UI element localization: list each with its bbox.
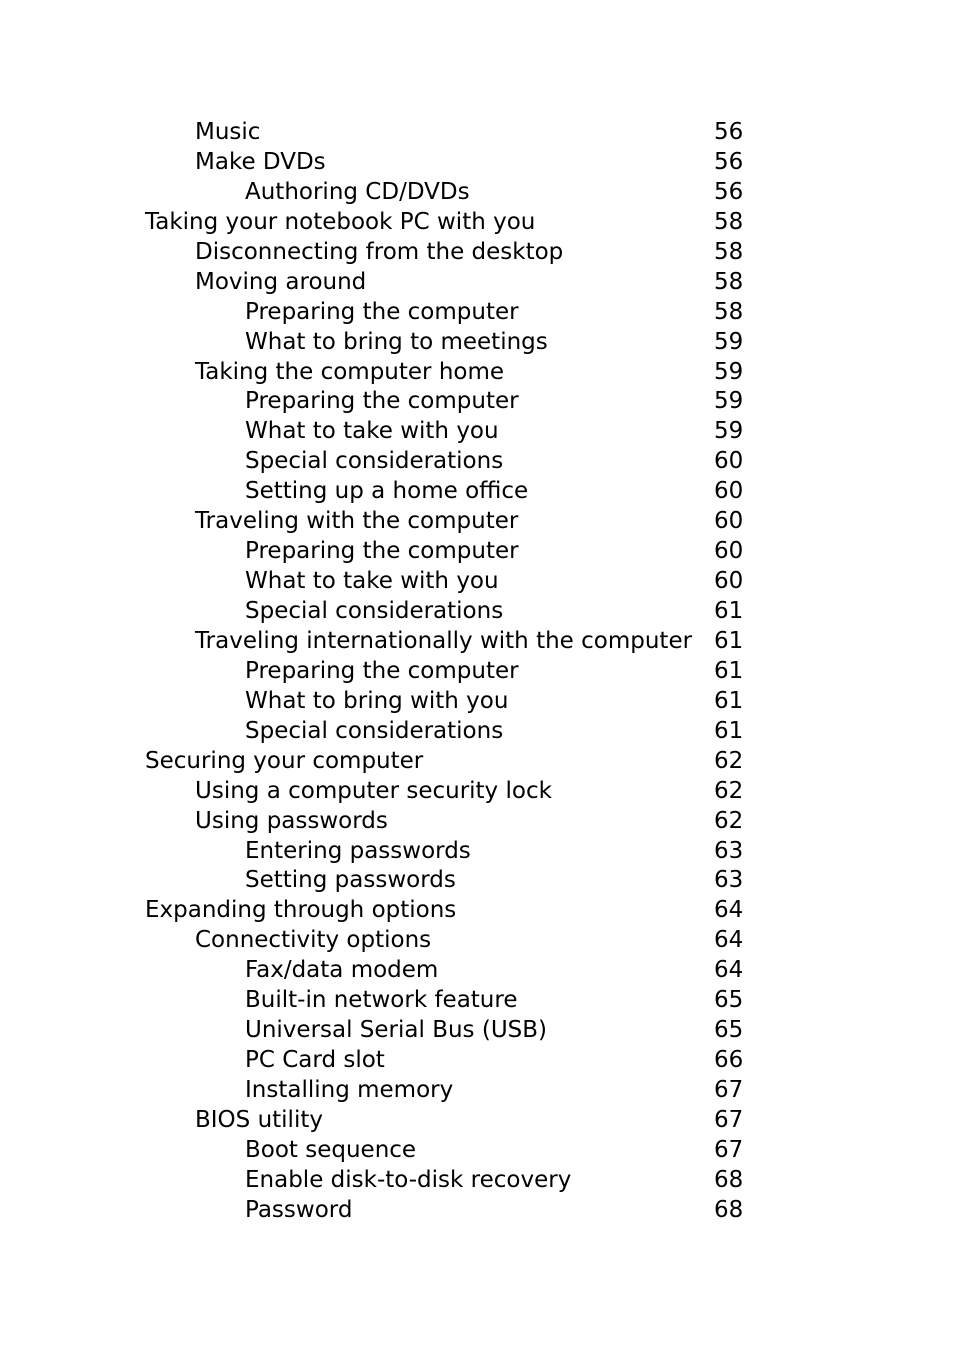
toc-entry-title: PC Card slot (245, 1047, 385, 1074)
toc-entry-title: Preparing the computer (245, 298, 519, 325)
toc-entry-title: Traveling internationally with the computer (195, 627, 693, 654)
toc-entry-title: Traveling with the computer (195, 508, 519, 535)
toc-entry-page-number: 58 (714, 268, 744, 295)
toc-entry-page-number: 59 (714, 388, 744, 415)
toc-entry-page-number: 62 (714, 747, 744, 774)
toc-entry-page-number: 60 (714, 508, 744, 535)
toc-entry-title: Password (245, 1196, 353, 1223)
toc-entry[interactable] (0, 716, 954, 746)
toc-entry[interactable] (0, 506, 954, 536)
toc-entry[interactable] (0, 1105, 954, 1135)
toc-entry[interactable] (0, 925, 954, 955)
toc-entry[interactable] (0, 1165, 954, 1195)
table-of-contents (0, 117, 954, 1225)
toc-entry[interactable] (0, 386, 954, 416)
toc-entry[interactable] (0, 895, 954, 925)
toc-entry-page-number: 58 (714, 238, 744, 265)
toc-entry[interactable] (0, 297, 954, 327)
toc-entry[interactable] (0, 836, 954, 866)
toc-entry-title: Make DVDs (195, 148, 326, 175)
toc-entry[interactable] (0, 566, 954, 596)
toc-entry[interactable] (0, 865, 954, 895)
toc-entry[interactable] (0, 177, 954, 207)
toc-entry-title: Using a computer security lock (195, 777, 552, 804)
toc-entry-title: Enable disk-to-disk recovery (245, 1166, 572, 1193)
toc-entry-title: What to bring to meetings (245, 328, 548, 355)
toc-entry-page-number: 61 (714, 598, 744, 624)
toc-entry-title: Setting passwords (245, 867, 456, 894)
toc-entry-title: Preparing the computer (245, 538, 519, 565)
toc-entry[interactable] (0, 776, 954, 806)
toc-entry-page-number: 68 (714, 1166, 744, 1193)
toc-entry[interactable] (0, 1045, 954, 1075)
toc-entry[interactable] (0, 207, 954, 237)
toc-entry-title: Music (195, 119, 261, 145)
toc-entry-title: Special considerations (245, 598, 504, 624)
toc-entry-title: Disconnecting from the desktop (195, 238, 564, 265)
toc-entry[interactable] (0, 117, 954, 147)
toc-entry-page-number: 56 (714, 148, 744, 175)
toc-entry-title: What to take with you (245, 418, 499, 445)
toc-entry[interactable] (0, 596, 954, 626)
toc-entry[interactable] (0, 327, 954, 357)
toc-entry[interactable] (0, 985, 954, 1015)
toc-entry-page-number: 58 (714, 298, 744, 325)
toc-entry-page-number: 61 (714, 687, 744, 714)
toc-entry-title: What to take with you (245, 568, 499, 595)
toc-entry-page-number: 64 (714, 957, 744, 984)
toc-entry-page-number: 64 (714, 897, 744, 924)
toc-entry-title: Taking your notebook PC with you (145, 208, 536, 235)
toc-entry-title: Built-in network feature (245, 987, 518, 1014)
toc-entry-page-number: 58 (714, 208, 744, 235)
toc-entry[interactable] (0, 746, 954, 776)
toc-entry-title: Authoring CD/DVDs (245, 178, 470, 205)
toc-entry-page-number: 60 (714, 568, 744, 595)
toc-entry-title: Universal Serial Bus (USB) (245, 1017, 547, 1044)
toc-entry-title: Installing memory (245, 1077, 454, 1103)
toc-entry[interactable] (0, 626, 954, 656)
toc-entry[interactable] (0, 267, 954, 297)
toc-entry-page-number: 56 (714, 119, 744, 145)
toc-entry-page-number: 61 (714, 717, 744, 744)
toc-entry-page-number: 59 (714, 418, 744, 445)
toc-entry-title: Moving around (195, 268, 367, 295)
toc-entry-page-number: 62 (714, 807, 744, 834)
toc-entry[interactable] (0, 446, 954, 476)
toc-entry-page-number: 56 (714, 178, 744, 205)
toc-entry-title: Connectivity options (195, 927, 432, 954)
toc-entry[interactable] (0, 357, 954, 387)
toc-entry-title: Boot sequence (245, 1136, 417, 1163)
toc-entry-page-number: 62 (714, 777, 744, 804)
toc-entry-page-number: 68 (714, 1196, 744, 1223)
toc-entry-page-number: 66 (714, 1047, 744, 1074)
toc-entry[interactable] (0, 147, 954, 177)
toc-entry-title: Special considerations (245, 448, 504, 475)
toc-entry-page-number: 60 (714, 538, 744, 565)
toc-entry-page-number: 61 (714, 657, 744, 684)
toc-entry[interactable] (0, 476, 954, 506)
toc-entry-page-number: 67 (714, 1106, 744, 1133)
toc-entry-title: Entering passwords (245, 837, 471, 864)
toc-entry[interactable] (0, 656, 954, 686)
toc-entry[interactable] (0, 237, 954, 267)
toc-entry-title: Taking the computer home (195, 358, 505, 385)
toc-entry-page-number: 61 (714, 627, 744, 654)
toc-entry-page-number: 59 (714, 358, 744, 385)
toc-entry-title: Preparing the computer (245, 388, 519, 415)
toc-entry-title: Using passwords (195, 807, 388, 834)
toc-entry-page-number: 64 (714, 927, 744, 954)
toc-entry[interactable] (0, 806, 954, 836)
toc-entry-page-number: 65 (714, 1017, 744, 1044)
toc-entry[interactable] (0, 536, 954, 566)
toc-entry[interactable] (0, 1135, 954, 1165)
toc-entry-title: What to bring with you (245, 687, 509, 714)
toc-entry-title: Special considerations (245, 717, 504, 744)
toc-entry[interactable] (0, 1075, 954, 1105)
toc-entry-page-number: 67 (714, 1077, 744, 1103)
toc-entry-page-number: 59 (714, 328, 744, 355)
toc-entry[interactable] (0, 1195, 954, 1225)
toc-entry-title: Preparing the computer (245, 657, 519, 684)
toc-entry[interactable] (0, 416, 954, 446)
toc-entry-page-number: 60 (714, 478, 744, 505)
toc-entry-page-number: 65 (714, 987, 744, 1014)
toc-entry[interactable] (0, 1015, 954, 1045)
toc-entry[interactable] (0, 955, 954, 985)
toc-entry-page-number: 67 (714, 1136, 744, 1163)
toc-entry-title: Securing your computer (145, 747, 424, 774)
toc-entry-title: Setting up a home office (245, 478, 529, 505)
toc-entry-title: Fax/data modem (245, 957, 439, 984)
toc-entry-page-number: 60 (714, 448, 744, 475)
toc-entry-title: BIOS utility (195, 1106, 323, 1133)
toc-entry-page-number: 63 (714, 837, 744, 864)
toc-entry[interactable] (0, 686, 954, 716)
toc-entry-page-number: 63 (714, 867, 744, 894)
toc-entry-title: Expanding through options (145, 897, 457, 924)
